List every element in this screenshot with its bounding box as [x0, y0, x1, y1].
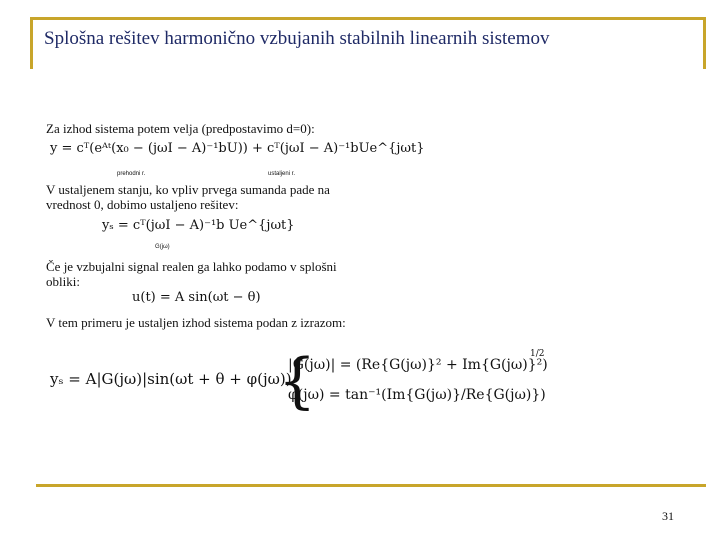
frame-top-line — [30, 17, 706, 20]
paragraph-steady-state: V ustaljenem stanju, ko vpliv prvega sumanda pade na vrednost 0, dobimo ustaljeno rešitev: — [46, 182, 330, 212]
frame-right-line — [703, 17, 706, 69]
frame-bottom-line — [36, 484, 706, 487]
label-transient-response: prehodni r. — [117, 171, 146, 177]
frame-left-line — [30, 17, 33, 69]
paragraph-output-expression: V tem primeru je ustaljen izhod sistema podan z izrazom: — [46, 315, 346, 330]
equation-steady-state: yₛ = cᵀ(jωI − A)⁻¹b Ue^{jωt} — [102, 218, 295, 233]
equation-general-solution: y = cᵀ(eᴬᵗ(x₀ − (jωI − A)⁻¹bU)) + cᵀ(jωI − A)⁻¹bUe^{jωt} — [50, 141, 425, 156]
label-transfer-function: G(jω) — [155, 244, 170, 250]
equation-brace: { — [278, 346, 317, 416]
slide-title: Splošna rešitev harmonično vzbujanih stabilnih linearnih sistemov — [44, 28, 550, 49]
label-steady-state-response: ustaljeni r. — [268, 171, 296, 177]
equation-phase: φ(jω) = tan⁻¹(Im{G(jω)}/Re{G(jω)}) — [288, 387, 546, 403]
equation-output-sine: yₛ = A|G(jω)|sin(ωt + θ + φ(jω)) — [50, 370, 292, 388]
equation-input-signal: u(t) = A sin(ωt − θ) — [132, 290, 261, 305]
equation-magnitude: |G(jω)| = (Re{G(jω)}² + Im{G(jω)}²) — [288, 357, 548, 373]
equation-magnitude-exponent: 1/2 — [530, 349, 545, 359]
paragraph-real-input: Če je vzbujalni signal realen ga lahko podamo v splošni obliki: — [46, 259, 337, 289]
page-number: 31 — [662, 509, 674, 523]
paragraph-output-equation: Za izhod sistema potem velja (predpostavimo d=0): — [46, 121, 315, 136]
